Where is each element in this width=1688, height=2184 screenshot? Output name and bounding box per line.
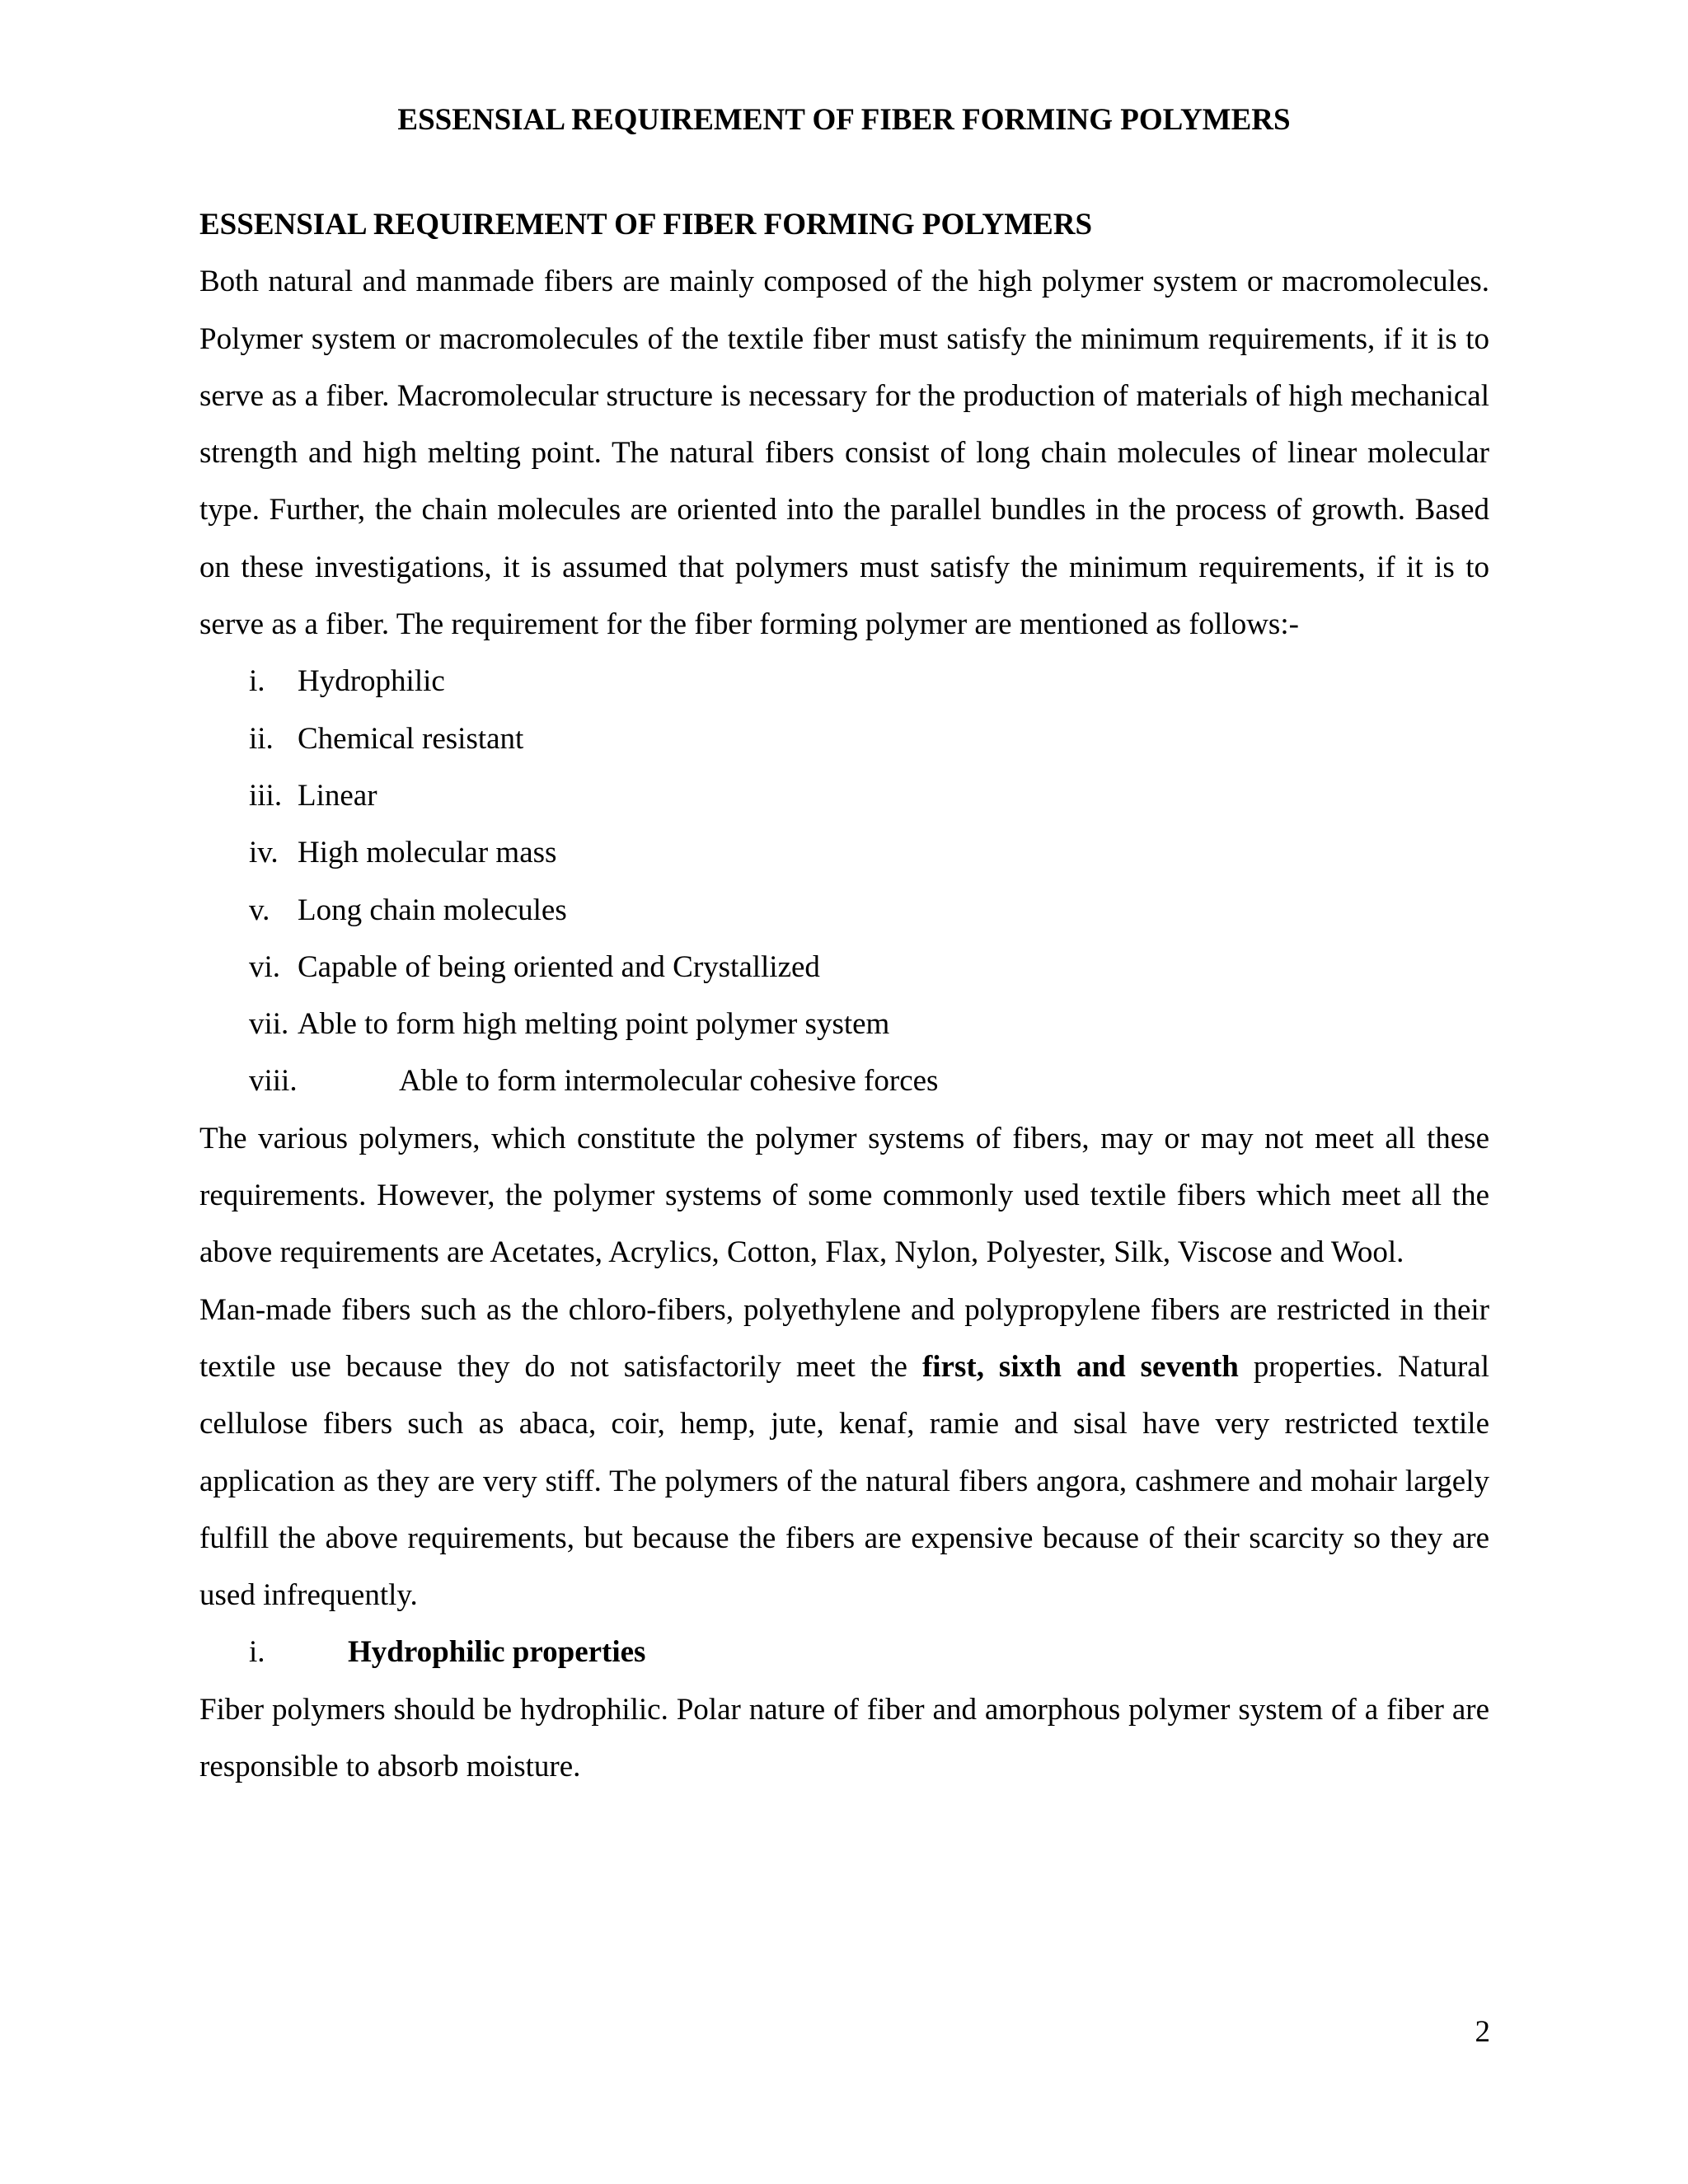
paragraph-text-after: properties. Natural cellulose fibers such as abaca, coir, hemp, jute, kenaf, ramie and sisal have very restricted textile application as they are very stiff. The polymers of the natural fibers angora, cashmere and mohair largely fulfill the above requirements, but because the fibers are expensive because of their scarcity so they are used infrequently.	[199, 1349, 1489, 1613]
list-item-text: Capable of being oriented and Crystallized	[298, 949, 820, 984]
list-item-number: vii.	[249, 1007, 289, 1042]
requirements-list	[199, 653, 1489, 1109]
list-item-text: Linear	[298, 778, 377, 813]
section-heading: ESSENSIAL REQUIREMENT OF FIBER FORMING POLYMERS	[199, 208, 1093, 241]
list-item-number: viii.	[249, 1064, 298, 1099]
list-item-number: i.	[249, 664, 265, 699]
subsection-heading	[199, 1624, 1489, 1680]
paragraph-text-before: Man-made fibers such as the chloro-fibers, polyethylene and polypropylene fibers are restricted in their textile use because they do not satisfactorily meet the	[199, 1292, 1489, 1384]
list-item-number: ii.	[249, 721, 274, 756]
list-item-number: iii.	[249, 778, 283, 813]
paragraph-hydrophilic: Fiber polymers should be hydrophilic. Polar nature of fiber and amorphous polymer system of a fiber are responsible to absorb moisture.	[199, 1692, 1489, 1784]
list-item	[199, 710, 1489, 767]
list-item-text: Long chain molecules	[298, 893, 567, 927]
page-title: ESSENSIAL REQUIREMENT OF FIBER FORMING POLYMERS	[397, 103, 1291, 137]
list-item	[199, 824, 1489, 881]
list-item-text: Hydrophilic	[298, 664, 445, 699]
list-item-text: Able to form high melting point polymer system	[298, 1007, 890, 1042]
list-item-text: Able to form intermolecular cohesive forces	[399, 1064, 939, 1099]
list-item-number: iv.	[249, 836, 279, 870]
list-item	[199, 653, 1489, 710]
list-item	[199, 939, 1489, 996]
list-item	[199, 882, 1489, 939]
paragraph-polymer-systems: The various polymers, which constitute the polymer systems of fibers, may or may not meet all these requirements. However, the polymer systems of some commonly used textile fibers which meet all the above requirements are Acetates, Acrylics, Cotton, Flax, Nylon, Polyester, Silk, Viscose and Wool.	[199, 1121, 1489, 1270]
page-number: 2	[1475, 2015, 1490, 2049]
list-item-text: High molecular mass	[298, 836, 557, 870]
list-item-number: vi.	[249, 949, 281, 984]
list-item	[199, 767, 1489, 824]
list-item-text: Chemical resistant	[298, 721, 524, 756]
list-item	[199, 996, 1489, 1052]
subsection-title: Hydrophilic properties	[348, 1635, 646, 1670]
list-item	[199, 1052, 1489, 1109]
bold-emphasis: first, sixth and seventh	[921, 1349, 1239, 1384]
document-body	[199, 196, 1489, 1795]
subsection-number: i.	[249, 1635, 265, 1670]
list-item-number: v.	[249, 893, 270, 927]
paragraph-man-made-fibers	[199, 1282, 1489, 1624]
intro-paragraph: Both natural and manmade fibers are mainly composed of the high polymer system or macromolecules. Polymer system or macromolecules of the textile fiber must satisfy the minimum requirements, if it is to serve as a fiber. Macromolecular structure is necessary for the production of materials of high mechanical strength and high melting point. The natural fibers consist of long chain molecules of linear molecular type. Further, the chain molecules are oriented into the parallel bundles in the process of growth. Based on these investigations, it is assumed that polymers must satisfy the minimum requirements, if it is to serve as a fiber. The requirement for the fiber forming polymer are mentioned as follows:-	[199, 265, 1489, 642]
